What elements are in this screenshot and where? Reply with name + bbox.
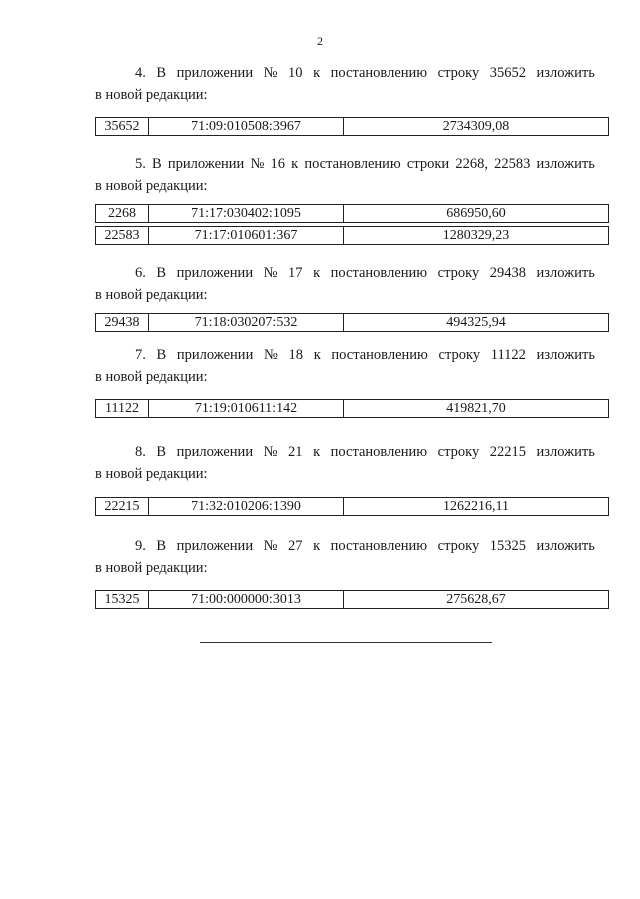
- paragraph-line: в новой редакции:: [95, 87, 208, 103]
- table-cell-value: 2734309,08: [344, 118, 609, 136]
- word: постановлению: [330, 538, 428, 554]
- word: 15325: [489, 538, 526, 554]
- word: 8.: [135, 444, 146, 460]
- word: 21: [288, 444, 303, 460]
- word: строку: [438, 347, 481, 363]
- word: 2268,: [455, 156, 488, 172]
- word: к: [291, 156, 299, 172]
- word: строки: [406, 156, 450, 172]
- paragraph-line: [95, 344, 595, 366]
- table-cell-value: 1280329,23: [344, 227, 609, 245]
- word: постановлению: [330, 444, 428, 460]
- word: В: [156, 444, 167, 460]
- paragraph-8: [95, 441, 595, 485]
- table-cell-value: 419821,70: [344, 400, 609, 418]
- word: строку: [437, 65, 480, 81]
- word: 22583: [494, 156, 531, 172]
- table-cell-cadastral: 71:18:030207:532: [149, 314, 344, 332]
- word: постановлению: [331, 347, 428, 363]
- paragraph-line: в новой редакции:: [95, 178, 208, 194]
- word: В: [152, 156, 162, 172]
- word: 16: [270, 156, 285, 172]
- paragraph-line: в новой редакции:: [95, 287, 208, 303]
- paragraph-5: [95, 153, 595, 197]
- word: 35652: [489, 65, 526, 81]
- word: №: [264, 347, 278, 363]
- word: изложить: [536, 347, 595, 363]
- data-table: [95, 590, 609, 609]
- table-row: [96, 118, 609, 136]
- word: 27: [288, 538, 303, 554]
- word: приложении: [176, 65, 254, 81]
- paragraph-line: в новой редакции:: [95, 369, 208, 385]
- table-cell-cadastral: 71:32:010206:1390: [149, 498, 344, 516]
- paragraph-line: [95, 262, 595, 284]
- word: В: [156, 265, 167, 281]
- word: 7.: [135, 347, 146, 363]
- word: 4.: [135, 65, 146, 81]
- table-row: [96, 591, 609, 609]
- word: к: [313, 444, 321, 460]
- table-cell-number: 11122: [96, 400, 149, 418]
- paragraph-line: в новой редакции:: [95, 560, 208, 576]
- table-row: [96, 227, 609, 245]
- word: В: [156, 538, 167, 554]
- word: 5.: [135, 156, 146, 172]
- word: строку: [437, 265, 480, 281]
- word: изложить: [536, 156, 595, 172]
- word: 11122: [490, 347, 526, 363]
- word: №: [263, 65, 278, 81]
- paragraph-4: [95, 62, 595, 106]
- paragraph-6: [95, 262, 595, 306]
- paragraph-line: в новой редакции:: [95, 466, 208, 482]
- table-cell-cadastral: 71:17:010601:367: [149, 227, 344, 245]
- word: к: [313, 538, 321, 554]
- word: 9.: [135, 538, 146, 554]
- table-row: [96, 498, 609, 516]
- table-row: [96, 205, 609, 223]
- table-cell-number: 15325: [96, 591, 149, 609]
- data-table: [95, 399, 609, 418]
- paragraph-7: [95, 344, 595, 388]
- data-table: [95, 313, 609, 332]
- word: строку: [437, 538, 480, 554]
- word: изложить: [536, 65, 595, 81]
- word: приложении: [176, 265, 254, 281]
- word: №: [250, 156, 265, 172]
- table-cell-cadastral: 71:09:010508:3967: [149, 118, 344, 136]
- word: В: [156, 347, 167, 363]
- word: к: [313, 65, 321, 81]
- table-cell-cadastral: 71:17:030402:1095: [149, 205, 344, 223]
- data-table: [95, 226, 609, 245]
- word: к: [313, 347, 321, 363]
- word: 22215: [489, 444, 526, 460]
- data-table: [95, 497, 609, 516]
- table-cell-number: 22215: [96, 498, 149, 516]
- paragraph-9: [95, 535, 595, 579]
- word: к: [313, 265, 321, 281]
- closing-divider: [200, 642, 492, 643]
- table-row: [96, 314, 609, 332]
- word: изложить: [536, 444, 595, 460]
- word: 6.: [135, 265, 146, 281]
- word: 17: [288, 265, 303, 281]
- word: приложении: [176, 347, 254, 363]
- word: 29438: [489, 265, 526, 281]
- paragraph-line: [95, 441, 595, 463]
- table-cell-value: 1262216,11: [344, 498, 609, 516]
- data-table: [95, 117, 609, 136]
- word: постановлению: [330, 265, 428, 281]
- table-cell-value: 275628,67: [344, 591, 609, 609]
- table-row: [96, 400, 609, 418]
- data-table: [95, 204, 609, 223]
- word: №: [263, 444, 278, 460]
- word: изложить: [536, 538, 595, 554]
- paragraph-line: [95, 62, 595, 84]
- paragraph-line: [95, 153, 595, 175]
- word: постановлению: [330, 65, 428, 81]
- word: В: [156, 65, 167, 81]
- word: изложить: [536, 265, 595, 281]
- table-cell-value: 494325,94: [344, 314, 609, 332]
- word: №: [263, 538, 278, 554]
- word: постановлению: [304, 156, 401, 172]
- table-cell-number: 2268: [96, 205, 149, 223]
- word: приложении: [176, 538, 254, 554]
- table-cell-cadastral: 71:19:010611:142: [149, 400, 344, 418]
- word: №: [263, 265, 278, 281]
- word: приложении: [167, 156, 245, 172]
- table-cell-number: 29438: [96, 314, 149, 332]
- word: 18: [288, 347, 304, 363]
- paragraph-line: [95, 535, 595, 557]
- table-cell-cadastral: 71:00:000000:3013: [149, 591, 344, 609]
- table-cell-number: 22583: [96, 227, 149, 245]
- page-number: 2: [317, 34, 323, 48]
- word: строку: [437, 444, 480, 460]
- table-cell-number: 35652: [96, 118, 149, 136]
- word: 10: [288, 65, 303, 81]
- word: приложении: [176, 444, 254, 460]
- table-cell-value: 686950,60: [344, 205, 609, 223]
